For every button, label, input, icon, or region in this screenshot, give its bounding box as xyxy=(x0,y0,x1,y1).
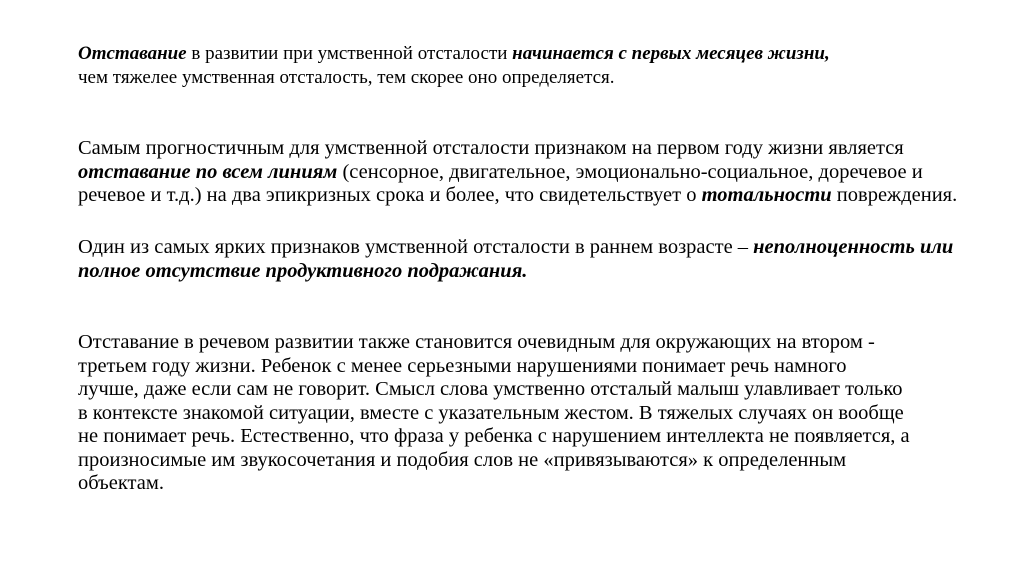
text-run: . xyxy=(522,259,528,282)
text-run: Самым прогностичным для умственной отсталости признаком на первом году жизни является xyxy=(78,137,904,159)
emphasis-all-lines: отставание по всем линиям xyxy=(78,160,338,183)
emphasis-imitation: неполноценность или полное отсутствие продуктивного подражания xyxy=(78,236,954,282)
text-line: не понимает речь. Естественно, что фраза у ребенка с нарушением интеллекта не появляется, а xyxy=(78,425,910,447)
text-line: лучше, даже если сам не говорит. Смысл слова умственно отсталый малыш улавливает только xyxy=(78,378,903,400)
text-run: Один из самых ярких признаков умственной отсталости в раннем возрасте – xyxy=(78,236,754,258)
text-line: в контексте знакомой ситуации, вместе с указательным жестом. В тяжелых случаях он вообще xyxy=(78,401,904,424)
text-run: (сенсорное, двигательное, эмоционально-социальное, доречевое и речевое и т.д.) на два эпикризных срока и более, что свидетельствует о xyxy=(78,160,923,206)
term-delay: Отставание xyxy=(78,43,187,64)
paragraph-prognostic-sign xyxy=(78,137,958,208)
paragraph-speech-delay xyxy=(78,331,958,496)
emphasis-totality: тотальности xyxy=(701,184,832,206)
text-line: третьем году жизни. Ребенок с менее серьезными нарушениями понимает речь намного xyxy=(78,354,847,377)
text-run: в развитии при умственной отсталости xyxy=(186,43,513,64)
paragraph-imitation xyxy=(78,236,958,283)
paragraph-delay-onset xyxy=(78,42,978,90)
text-run: чем тяжелее умственная отсталость, тем скорее оно определяется. xyxy=(78,67,615,88)
text-line: объектам. xyxy=(78,472,164,494)
text-line: произносимые им звукосочетания и подобия слов не «привязываются» к определенным xyxy=(78,448,847,471)
emphasis-first-months: начинается с первых месяцев жизни xyxy=(512,43,825,64)
text-run: повреждения. xyxy=(831,184,958,206)
text-run: , xyxy=(824,43,830,64)
text-line: Отставание в речевом развитии также становится очевидным для окружающих на втором - xyxy=(78,331,875,353)
